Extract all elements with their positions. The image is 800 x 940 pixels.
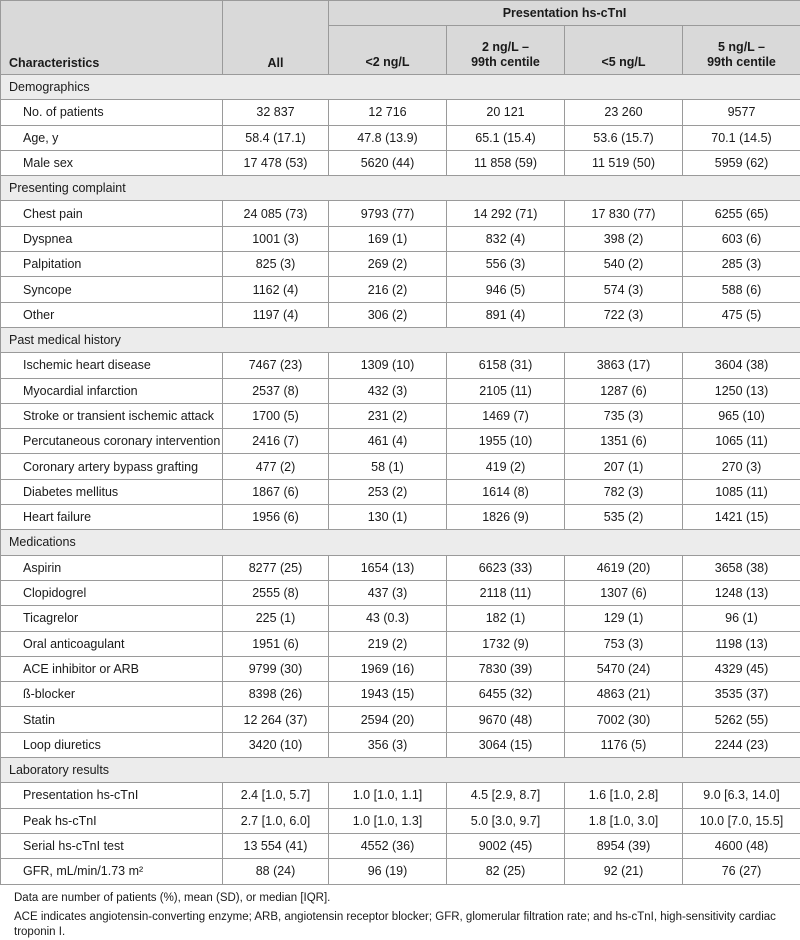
table-cell: 475 (5)	[683, 302, 800, 327]
row-label: ß-blocker	[1, 682, 223, 707]
table-cell: 53.6 (15.7)	[565, 125, 683, 150]
table-cell: 965 (10)	[683, 403, 800, 428]
table-cell: 130 (1)	[329, 505, 447, 530]
table-cell: 219 (2)	[329, 631, 447, 656]
row-label: Coronary artery bypass grafting	[1, 454, 223, 479]
row-label: Palpitation	[1, 252, 223, 277]
header-sub-line1: 5 ng/L –	[683, 40, 800, 55]
row-label: Myocardial infarction	[1, 378, 223, 403]
row-label: Loop diuretics	[1, 732, 223, 757]
table-cell: 23 260	[565, 100, 683, 125]
table-cell: 825 (3)	[223, 252, 329, 277]
table-row	[1, 226, 800, 251]
table-cell: 9.0 [6.3, 14.0]	[683, 783, 800, 808]
table-cell: 1176 (5)	[565, 732, 683, 757]
table-cell: 65.1 (15.4)	[447, 125, 565, 150]
table-cell: 1162 (4)	[223, 277, 329, 302]
table-cell: 1287 (6)	[565, 378, 683, 403]
table-cell: 2244 (23)	[683, 732, 800, 757]
table-cell: 7467 (23)	[223, 353, 329, 378]
table-row	[1, 429, 800, 454]
table-cell: 9670 (48)	[447, 707, 565, 732]
row-label: Diabetes mellitus	[1, 479, 223, 504]
header-sub-line2: 99th centile	[683, 55, 800, 70]
table-cell: 1469 (7)	[447, 403, 565, 428]
table-cell: 5620 (44)	[329, 150, 447, 175]
table-cell: 3420 (10)	[223, 732, 329, 757]
table-row	[1, 833, 800, 858]
row-label: Oral anticoagulant	[1, 631, 223, 656]
section-title: Medications	[1, 530, 800, 555]
footnote-data-description: Data are number of patients (%), mean (SD), or median [IQR].	[14, 891, 792, 906]
table-row	[1, 505, 800, 530]
section-row	[1, 530, 800, 555]
table-cell: 5470 (24)	[565, 656, 683, 681]
table-cell: 7002 (30)	[565, 707, 683, 732]
row-label: Serial hs-cTnI test	[1, 833, 223, 858]
table-row	[1, 580, 800, 605]
table-cell: 556 (3)	[447, 252, 565, 277]
table-cell: 356 (3)	[329, 732, 447, 757]
table-cell: 1732 (9)	[447, 631, 565, 656]
row-label: Chest pain	[1, 201, 223, 226]
table-cell: 1421 (15)	[683, 505, 800, 530]
table-row	[1, 606, 800, 631]
table-cell: 588 (6)	[683, 277, 800, 302]
section-row	[1, 176, 800, 201]
table-cell: 169 (1)	[329, 226, 447, 251]
header-sub-lt5	[565, 26, 683, 75]
table-cell: 1826 (9)	[447, 505, 565, 530]
table-cell: 2537 (8)	[223, 378, 329, 403]
row-label: ACE inhibitor or ARB	[1, 656, 223, 681]
row-label: Clopidogrel	[1, 580, 223, 605]
table-cell: 4329 (45)	[683, 656, 800, 681]
header-group-title: Presentation hs-cTnI	[329, 1, 800, 26]
table-cell: 5.0 [3.0, 9.7]	[447, 808, 565, 833]
table-cell: 4600 (48)	[683, 833, 800, 858]
table-cell: 11 519 (50)	[565, 150, 683, 175]
table-cell: 735 (3)	[565, 403, 683, 428]
table-row	[1, 808, 800, 833]
table-row	[1, 378, 800, 403]
row-label: Male sex	[1, 150, 223, 175]
table-cell: 4619 (20)	[565, 555, 683, 580]
table-cell: 82 (25)	[447, 859, 565, 884]
row-label: Age, y	[1, 125, 223, 150]
header-sub-lt2	[329, 26, 447, 75]
table-cell: 5959 (62)	[683, 150, 800, 175]
table-cell: 1307 (6)	[565, 580, 683, 605]
table-cell: 1943 (15)	[329, 682, 447, 707]
table-row	[1, 732, 800, 757]
header-sub-5-99th	[683, 26, 800, 75]
table-header	[1, 1, 800, 75]
row-label: GFR, mL/min/1.73 m²	[1, 859, 223, 884]
table-cell: 782 (3)	[565, 479, 683, 504]
table-cell: 1001 (3)	[223, 226, 329, 251]
table-cell: 182 (1)	[447, 606, 565, 631]
table-cell: 8277 (25)	[223, 555, 329, 580]
table-cell: 11 858 (59)	[447, 150, 565, 175]
header-sub-line2: 99th centile	[447, 55, 564, 70]
table-row	[1, 479, 800, 504]
table-row	[1, 403, 800, 428]
header-sub-line1: <5 ng/L	[565, 55, 682, 70]
table-cell: 5262 (55)	[683, 707, 800, 732]
table-cell: 946 (5)	[447, 277, 565, 302]
section-row	[1, 327, 800, 352]
table-cell: 6623 (33)	[447, 555, 565, 580]
row-label: Syncope	[1, 277, 223, 302]
section-row	[1, 758, 800, 783]
table-cell: 10.0 [7.0, 15.5]	[683, 808, 800, 833]
table-cell: 753 (3)	[565, 631, 683, 656]
table-cell: 6255 (65)	[683, 201, 800, 226]
row-label: Statin	[1, 707, 223, 732]
table-cell: 1700 (5)	[223, 403, 329, 428]
table-row	[1, 783, 800, 808]
table-row	[1, 100, 800, 125]
table-cell: 419 (2)	[447, 454, 565, 479]
header-all: All	[223, 1, 329, 75]
table-row	[1, 150, 800, 175]
table-cell: 1250 (13)	[683, 378, 800, 403]
header-sub-line1: 2 ng/L –	[447, 40, 564, 55]
row-label: Percutaneous coronary intervention	[1, 429, 223, 454]
table-cell: 253 (2)	[329, 479, 447, 504]
table-cell: 207 (1)	[565, 454, 683, 479]
table-cell: 1065 (11)	[683, 429, 800, 454]
table-cell: 461 (4)	[329, 429, 447, 454]
table-footnotes	[0, 885, 800, 940]
table-cell: 225 (1)	[223, 606, 329, 631]
table-cell: 88 (24)	[223, 859, 329, 884]
table-cell: 3064 (15)	[447, 732, 565, 757]
section-title: Demographics	[1, 75, 800, 100]
table-cell: 832 (4)	[447, 226, 565, 251]
table-cell: 1198 (13)	[683, 631, 800, 656]
table-row	[1, 859, 800, 884]
table-cell: 270 (3)	[683, 454, 800, 479]
table-cell: 8954 (39)	[565, 833, 683, 858]
row-label: Heart failure	[1, 505, 223, 530]
table-cell: 9002 (45)	[447, 833, 565, 858]
table-cell: 13 554 (41)	[223, 833, 329, 858]
table-cell: 3535 (37)	[683, 682, 800, 707]
table-cell: 3863 (17)	[565, 353, 683, 378]
table-cell: 1309 (10)	[329, 353, 447, 378]
table-cell: 129 (1)	[565, 606, 683, 631]
row-label: Ischemic heart disease	[1, 353, 223, 378]
table-cell: 47.8 (13.9)	[329, 125, 447, 150]
table-cell: 574 (3)	[565, 277, 683, 302]
table-cell: 4863 (21)	[565, 682, 683, 707]
table-cell: 32 837	[223, 100, 329, 125]
table-cell: 2.4 [1.0, 5.7]	[223, 783, 329, 808]
table-cell: 2.7 [1.0, 6.0]	[223, 808, 329, 833]
table-cell: 17 830 (77)	[565, 201, 683, 226]
table-cell: 216 (2)	[329, 277, 447, 302]
table-cell: 7830 (39)	[447, 656, 565, 681]
row-label: Dyspnea	[1, 226, 223, 251]
table-cell: 1867 (6)	[223, 479, 329, 504]
row-label: Stroke or transient ischemic attack	[1, 403, 223, 428]
table-cell: 3604 (38)	[683, 353, 800, 378]
table-cell: 24 085 (73)	[223, 201, 329, 226]
section-title: Past medical history	[1, 327, 800, 352]
table-row	[1, 252, 800, 277]
table-row	[1, 125, 800, 150]
table-row	[1, 682, 800, 707]
table-cell: 14 292 (71)	[447, 201, 565, 226]
table-cell: 6158 (31)	[447, 353, 565, 378]
table-cell: 8398 (26)	[223, 682, 329, 707]
table-row	[1, 631, 800, 656]
table-cell: 20 121	[447, 100, 565, 125]
table-row	[1, 353, 800, 378]
row-label: Aspirin	[1, 555, 223, 580]
table-cell: 1951 (6)	[223, 631, 329, 656]
table-cell: 231 (2)	[329, 403, 447, 428]
table-cell: 9577	[683, 100, 800, 125]
row-label: No. of patients	[1, 100, 223, 125]
table-row	[1, 277, 800, 302]
table-cell: 398 (2)	[565, 226, 683, 251]
table-cell: 96 (19)	[329, 859, 447, 884]
table-cell: 540 (2)	[565, 252, 683, 277]
table-cell: 437 (3)	[329, 580, 447, 605]
row-label: Peak hs-cTnI	[1, 808, 223, 833]
table-cell: 1248 (13)	[683, 580, 800, 605]
table-cell: 76 (27)	[683, 859, 800, 884]
table-cell: 58 (1)	[329, 454, 447, 479]
table-cell: 2416 (7)	[223, 429, 329, 454]
header-characteristics: Characteristics	[1, 1, 223, 75]
table-cell: 9793 (77)	[329, 201, 447, 226]
table-cell: 9799 (30)	[223, 656, 329, 681]
table-cell: 269 (2)	[329, 252, 447, 277]
table-cell: 535 (2)	[565, 505, 683, 530]
row-label: Other	[1, 302, 223, 327]
table-row	[1, 656, 800, 681]
table-row	[1, 302, 800, 327]
table-cell: 12 716	[329, 100, 447, 125]
table-cell: 1.0 [1.0, 1.3]	[329, 808, 447, 833]
table-cell: 306 (2)	[329, 302, 447, 327]
table-cell: 92 (21)	[565, 859, 683, 884]
table-cell: 477 (2)	[223, 454, 329, 479]
footnote-abbreviations: ACE indicates angiotensin-converting enzyme; ARB, angiotensin receptor blocker; GFR, glomerular filtration rate; and hs-cTnI, high-sensitivity cardiac troponin I.	[14, 910, 792, 940]
table-cell: 891 (4)	[447, 302, 565, 327]
table-cell: 1.8 [1.0, 3.0]	[565, 808, 683, 833]
section-title: Laboratory results	[1, 758, 800, 783]
table-cell: 2594 (20)	[329, 707, 447, 732]
table-cell: 2105 (11)	[447, 378, 565, 403]
table-cell: 4.5 [2.9, 8.7]	[447, 783, 565, 808]
table-cell: 2118 (11)	[447, 580, 565, 605]
table-cell: 12 264 (37)	[223, 707, 329, 732]
table-cell: 1614 (8)	[447, 479, 565, 504]
row-label: Ticagrelor	[1, 606, 223, 631]
table-cell: 1969 (16)	[329, 656, 447, 681]
table-cell: 1351 (6)	[565, 429, 683, 454]
table-cell: 1955 (10)	[447, 429, 565, 454]
table-cell: 1654 (13)	[329, 555, 447, 580]
header-sub-line1: <2 ng/L	[329, 55, 446, 70]
table-cell: 1956 (6)	[223, 505, 329, 530]
table-cell: 2555 (8)	[223, 580, 329, 605]
table-cell: 6455 (32)	[447, 682, 565, 707]
table-cell: 603 (6)	[683, 226, 800, 251]
table-cell: 17 478 (53)	[223, 150, 329, 175]
table-cell: 58.4 (17.1)	[223, 125, 329, 150]
section-row	[1, 75, 800, 100]
table-cell: 4552 (36)	[329, 833, 447, 858]
section-title: Presenting complaint	[1, 176, 800, 201]
table-cell: 43 (0.3)	[329, 606, 447, 631]
table-body	[1, 75, 800, 885]
table-cell: 1.0 [1.0, 1.1]	[329, 783, 447, 808]
table-cell: 285 (3)	[683, 252, 800, 277]
row-label: Presentation hs-cTnI	[1, 783, 223, 808]
table-cell: 70.1 (14.5)	[683, 125, 800, 150]
table-cell: 3658 (38)	[683, 555, 800, 580]
table-cell: 1.6 [1.0, 2.8]	[565, 783, 683, 808]
table-cell: 1197 (4)	[223, 302, 329, 327]
table-cell: 722 (3)	[565, 302, 683, 327]
table-row	[1, 707, 800, 732]
table-cell: 1085 (11)	[683, 479, 800, 504]
table-row	[1, 201, 800, 226]
table-cell: 96 (1)	[683, 606, 800, 631]
header-sub-2-99th	[447, 26, 565, 75]
table-row	[1, 555, 800, 580]
table-row	[1, 454, 800, 479]
table-cell: 432 (3)	[329, 378, 447, 403]
